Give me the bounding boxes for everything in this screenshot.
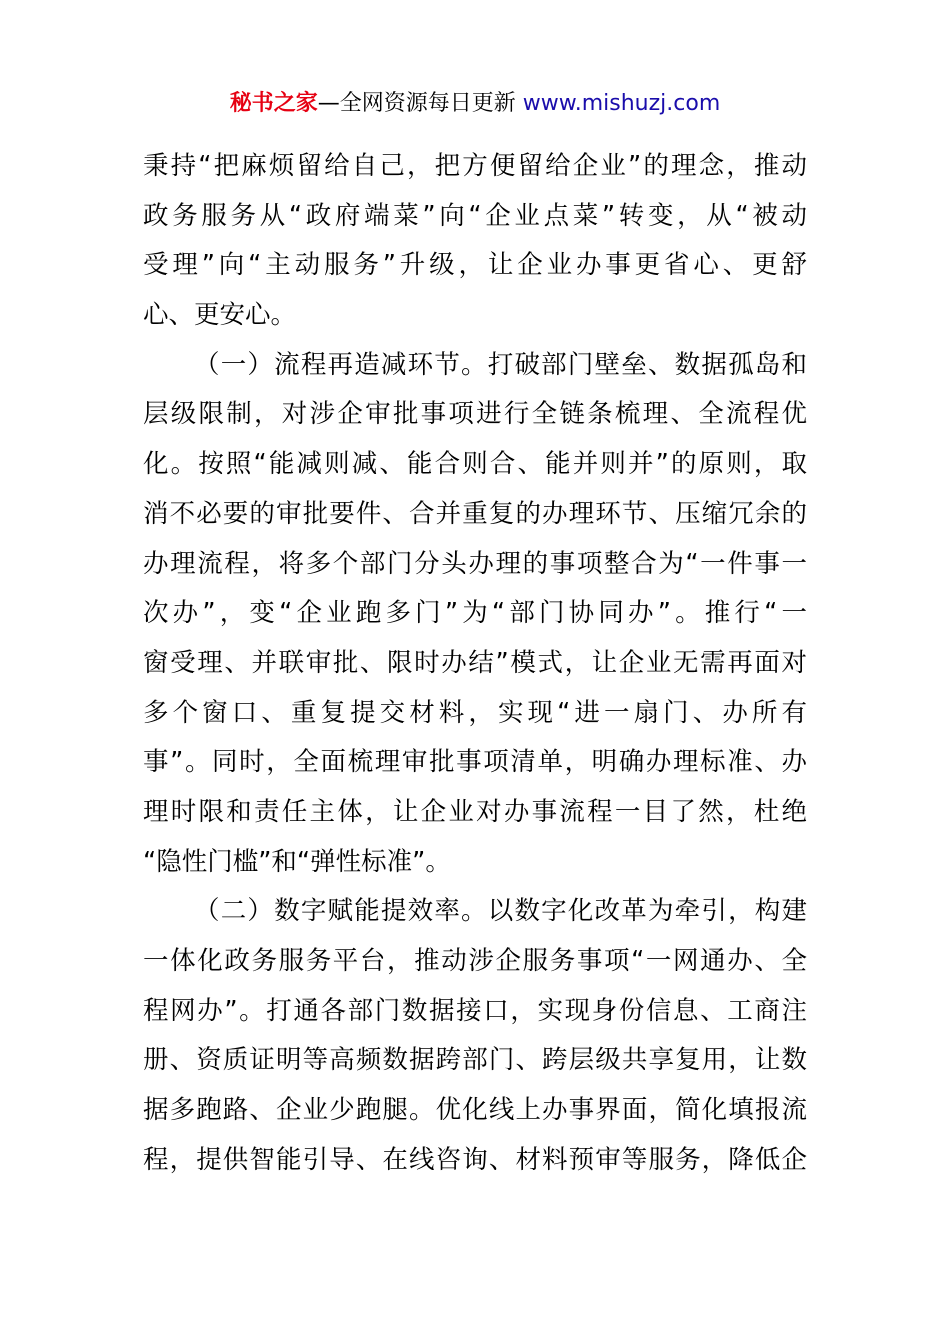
text-line: 据多跑路、企业少跑腿。优化线上办事界面，简化填报流: [143, 1095, 807, 1126]
text-line: 程网办”。打通各部门数据接口，实现身份信息、工商注: [143, 995, 807, 1026]
text-line: 一体化政务服务平台，推动涉企服务事项“一网通办、全: [143, 946, 807, 976]
site-header: [0, 88, 950, 120]
text-line: 政务服务从“政府端菜”向“企业点菜”转变，从“被动: [143, 200, 807, 231]
text-line: 化。按照“能减则减、能合则合、能并则并”的原则，取: [143, 449, 807, 480]
site-url-link[interactable]: www.mishuzj.com: [522, 91, 721, 116]
text-line: 理时限和责任主体，让企业对办事流程一目了然，杜绝: [143, 796, 807, 827]
text-line: 事”。同时，全面梳理审批事项清单，明确办理标准、办: [143, 747, 807, 778]
text-line: 消不必要的审批要件、合并重复的办理环节、压缩冗余的: [143, 498, 807, 529]
text-line: 窗受理、并联审批、限时办结”模式，让企业无需再面对: [143, 647, 807, 678]
brand-name: 秘书之家: [229, 91, 318, 116]
text-line: 办理流程，将多个部门分头办理的事项整合为“一件事一: [143, 548, 807, 579]
document-body: [143, 142, 807, 1185]
text-line: 次办”，变“企业跑多门”为“部门协同办”。推行“一: [143, 598, 807, 629]
paragraph-end-line: “隐性门槛”和“弹性标准”。: [143, 846, 451, 877]
text-line: 受理”向“主动服务”升级，让企业办事更省心、更舒: [143, 250, 807, 281]
text-line: 层级限制，对涉企审批事项进行全链条梳理、全流程优: [143, 399, 807, 430]
section-heading-line: （二）数字赋能提效率。以数字化改革为牵引，构建: [194, 896, 807, 927]
text-line: 册、资质证明等高频数据跨部门、跨层级共享复用，让数: [143, 1045, 807, 1076]
text-line: 秉持“把麻烦留给自己，把方便留给企业”的理念，推动: [143, 151, 807, 181]
header-tagline: —全网资源每日更新: [317, 91, 523, 116]
paragraph-end-line: 心、更安心。: [143, 300, 297, 331]
section-heading-line: （一）流程再造减环节。打破部门壁垒、数据孤岛和: [194, 349, 807, 380]
text-line: 程，提供智能引导、在线咨询、材料预审等服务，降低企: [143, 1144, 807, 1175]
text-line: 多个窗口、重复提交材料，实现“进一扇门、办所有: [143, 697, 807, 728]
